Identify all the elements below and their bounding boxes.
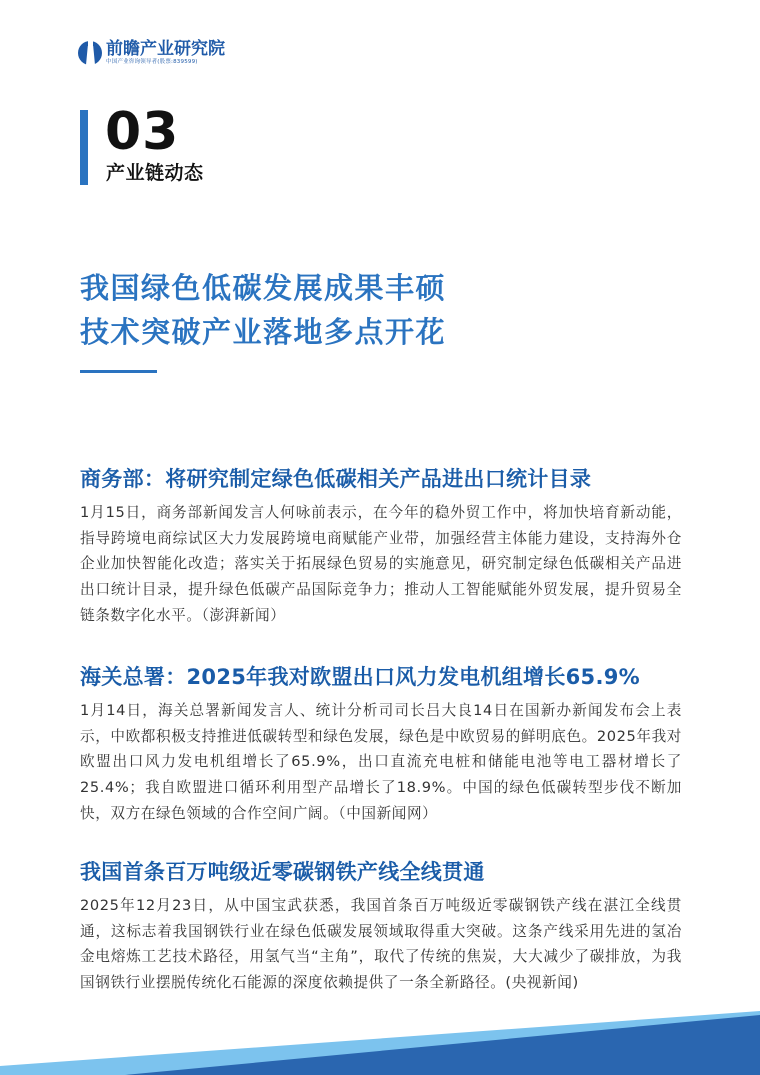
- logo-name: 前瞻产业研究院: [106, 39, 225, 59]
- page-title: [80, 266, 446, 354]
- section-number: 03: [105, 102, 180, 162]
- page-title-line-2: 技术突破产业落地多点开花: [80, 315, 447, 349]
- page-title-line-1: 我国绿色低碳发展成果丰硕: [80, 271, 447, 305]
- article-heading: 商务部：将研究制定绿色低碳相关产品进出口统计目录: [80, 467, 592, 491]
- logo-subtitle: 中国产业咨询领导者(股票:839599): [106, 59, 198, 65]
- article-body: 1月14日，海关总署新闻发言人、统计分析司司长吕大良14日在国新办新闻发布会上表示，中欧都积极支持推进低碳转型和绿色发展，绿色是中欧贸易的鲜明底色。2025年我对欧盟出口风力发电机组增长了65.9%，出口直流充电桩和储能电池等电工器材增长了25.4%；我自欧盟进口循环利用型产品增长了18.9%。中国的绿色低碳转型步伐不断加快，双方在绿色领域的合作空间广阔。（中国新闻网）: [80, 702, 682, 822]
- footer-wave-decoration: [0, 1005, 760, 1075]
- logo-tower-icon: [78, 38, 102, 68]
- section-title: 产业链动态: [106, 162, 204, 184]
- article-body: 2025年12月23日，从中国宝武获悉，我国首条百万吨级近零碳钢铁产线在湛江全线贯通，这标志着我国钢铁行业在绿色低碳发展领域取得重大突破。这条产线采用先进的氢冶金电熔炼工艺技术路径，用氢气当“主角”，取代了传统的焦炭，大大减少了碳排放，为我国钢铁行业摆脱传统化石能源的深度依赖提供了一条全新路径。(央视新闻): [80, 897, 682, 992]
- title-divider: [80, 370, 157, 373]
- logo: [78, 38, 225, 68]
- article-heading: 我国首条百万吨级近零碳钢铁产线全线贯通: [80, 860, 485, 884]
- article-heading: 海关总署：2025年我对欧盟出口风力发电机组增长65.9%: [80, 665, 640, 689]
- article-body: 1月15日，商务部新闻发言人何咏前表示，在今年的稳外贸工作中，将加快培育新动能，指导跨境电商综试区大力发展跨境电商赋能产业带，加强经营主体能力建设，支持海外仓企业加快智能化改造；落实关于拓展绿色贸易的实施意见，研究制定绿色低碳相关产品进出口统计目录，提升绿色低碳产品国际竞争力；推动人工智能赋能外贸发展，提升贸易全链条数字化水平。（澎湃新闻）: [80, 504, 682, 624]
- section-accent-bar: [80, 110, 88, 185]
- article: [80, 662, 682, 827]
- article: [80, 857, 682, 996]
- article: [80, 464, 682, 629]
